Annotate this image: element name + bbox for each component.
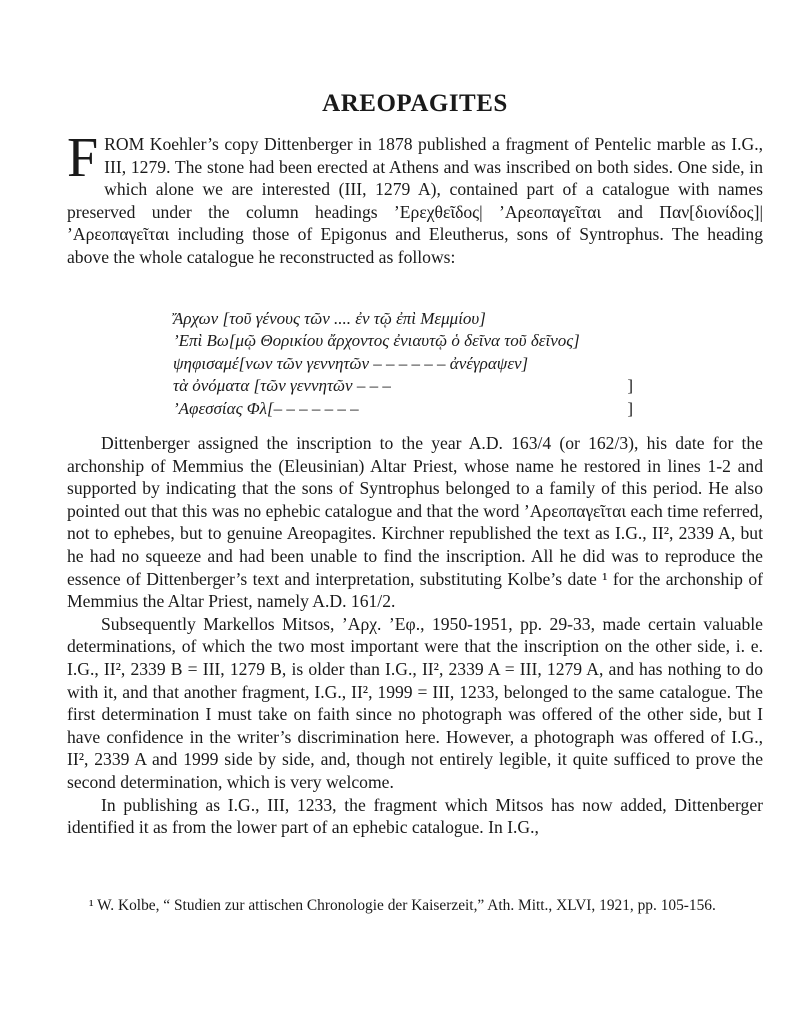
inscription-line: ψηφισαμέ[νων τῶν γεννητῶν – – – – – – ἀνέγραψεν] xyxy=(173,353,529,373)
paragraph-publishing: In publishing as I.G., III, 1233, the fragment which Mitsos has now added, Dittenberger identified it as from the lower part of an ephebic catalogue. In I.G., xyxy=(67,794,763,838)
paragraph-intro xyxy=(67,127,763,269)
paragraph-mitsos: Subsequently Markellos Mitsos, ’Αρχ. ’Εφ., 1950-1951, pp. 29-33, made certain valuable determinations, of which the two most important were that the inscription on the other side, i. e. I.G., II², 2339 B = III, 1279 B, is older than I.G., II², 2339 A = III, 1279 A, and has nothing to do with it, and that another fragment, I.G., II², 1999 = III, 1233, belonged to the same catalogue. The first determination I must take on faith since no photograph was offered of the other side, but I have confidence in the writer’s discrimination here. However, a photograph was offered of I.G., II², 2339 A and 1999 side by side, and, though not entirely legible, it quite sufficed to prove the second determination, which is very welcome. xyxy=(67,613,763,792)
intro-text: ROM Koehler’s copy Dittenberger in 1878 published a fragment of Pentelic marble as I.G., III, 1279. The stone had been erected at Athens and was inscribed on both sides. One side, in which alone we are interested (III, 1279 A), contained part of a catalogue with names preserved under the column headings ’Ερεχθεῖδος| ’Αρεοπαγεῖται and Παν[διονίδος]| ’Αρεοπαγεῖται including those of Epigonus and Eleutherus, sons of Syntrophus. The heading above the whole catalogue he reconstructed as follows: xyxy=(67,134,763,267)
drop-cap: F xyxy=(67,127,99,189)
inscription-reconstruction xyxy=(173,308,633,420)
footnote xyxy=(67,896,763,916)
inscription-line: ’Επὶ Βω[μῷ Θορικίου ἄρχοντος ἐνιαυτῷ ὁ δεῖνα τοῦ δεῖνος] xyxy=(173,331,580,351)
page-title: AREOPAGITES xyxy=(322,90,508,117)
body-paragraphs xyxy=(67,432,763,839)
inscription-line: ’Αφεσσίας Φλ[– – – – – – – ] xyxy=(173,398,633,418)
inscription-line: τὰ ὀνόματα [τῶν γεννητῶν – – – ] xyxy=(173,376,633,396)
paragraph-dittenberger: Dittenberger assigned the inscription to the year A.D. 163/4 (or 162/3), his date for the archonship of Memmius the (Eleusinian) Altar Priest, whose name he restored in lines 1-2 and supported by indicating that the sons of Syntrophus belonged to a family of this period. He also pointed out that this was no ephebic catalogue and that the word ’Αρεοπαγεῖται each time referred, not to ephebes, but to genuine Areopagites. Kirchner republished the text as I.G., II², 2339 A, but he had no squeeze and had been unable to find the inscription. All he did was to reproduce the essence of Dittenberger’s text and interpretation, substituting Kolbe’s date ¹ for the archonship of Memmius the Altar Priest, namely A.D. 161/2. xyxy=(67,433,763,612)
inscription-line: Ἄρχων [τοῦ γένους τῶν .... ἐν τῷ ἐπὶ Μεμμίου] xyxy=(173,309,486,328)
footnote-text: ¹ W. Kolbe, “ Studien zur attischen Chronologie der Kaiserzeit,” Ath. Mitt., XLVI, 1921, pp. 105-156. xyxy=(89,897,716,914)
